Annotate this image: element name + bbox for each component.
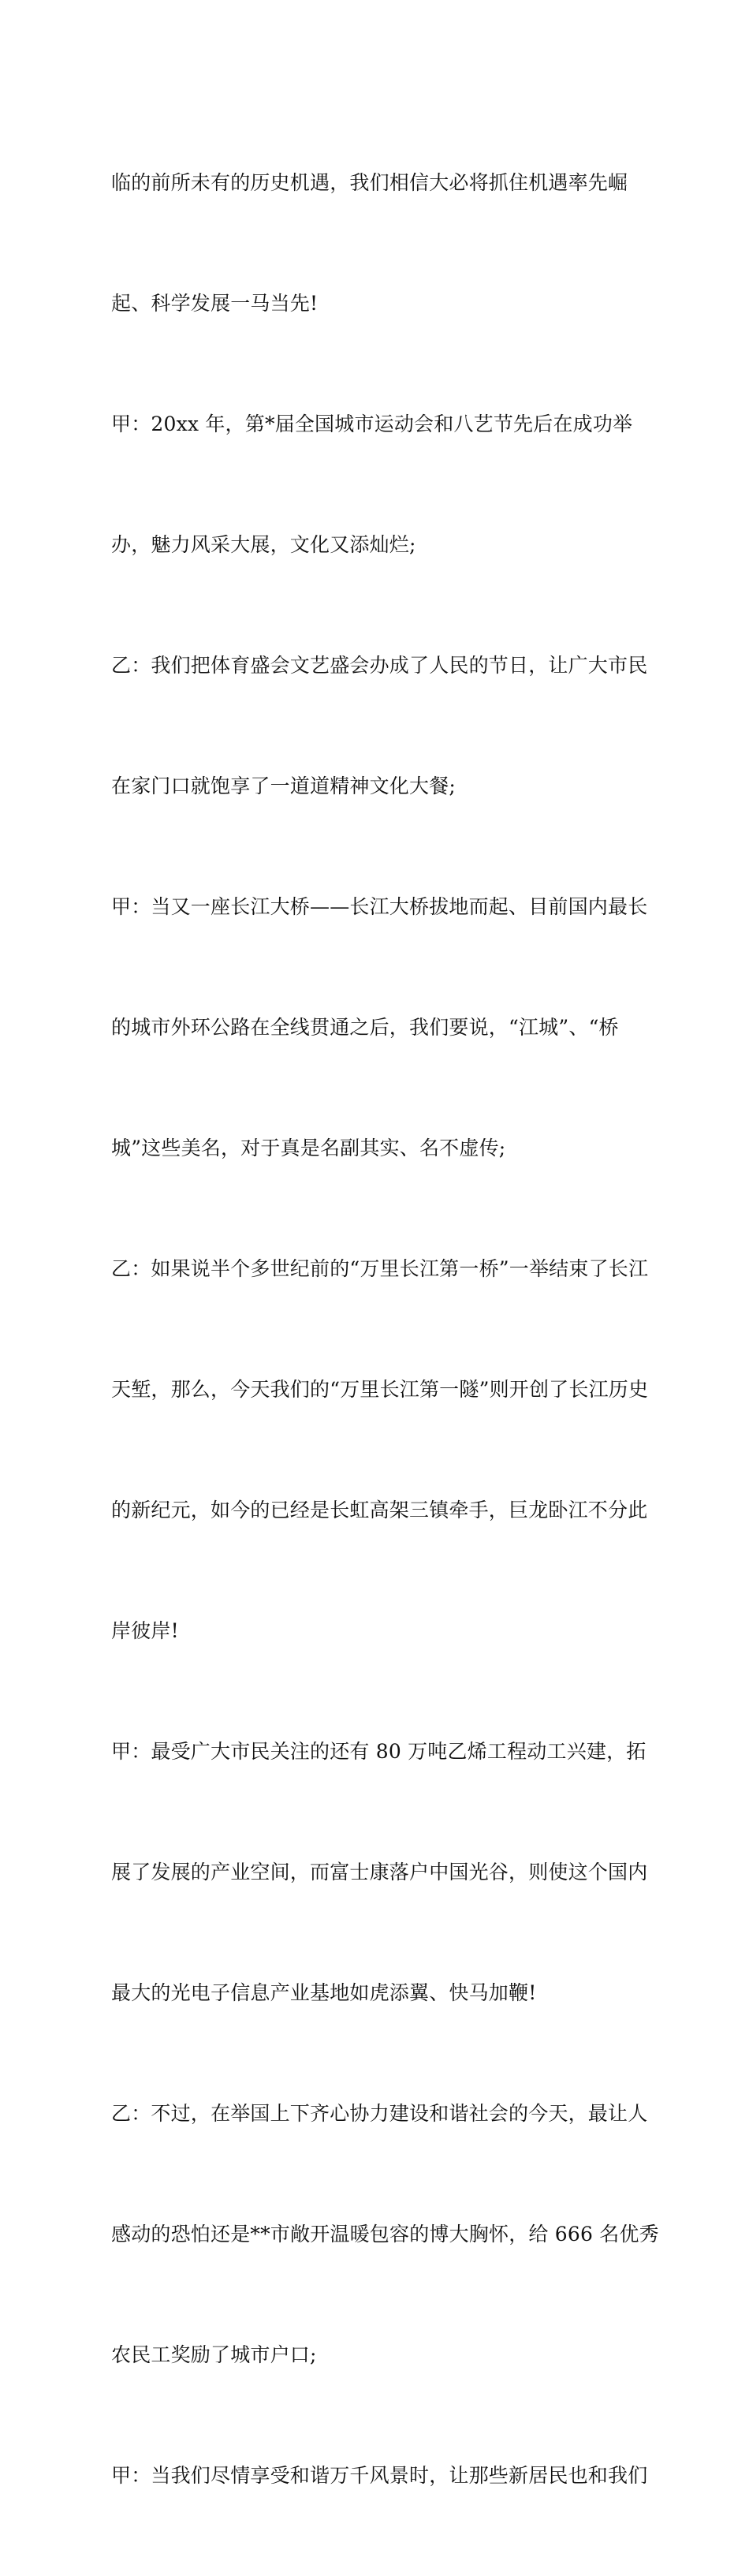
text-line: 甲：最受广大市民关注的还有 80 万吨乙烯工程动工兴建，拓	[111, 1740, 647, 1763]
document-body	[111, 82, 659, 2576]
text-line: 最大的光电子信息产业基地如虎添翼、快马加鞭!	[111, 1981, 537, 2004]
text-line: 的城市外环公路在全线贯通之后，我们要说，“江城”、“桥	[111, 1016, 619, 1039]
text-line: 的新纪元，如今的已经是长虹高架三镇牵手，巨龙卧江不分此	[111, 1499, 648, 1521]
text-line: 岸彼岸!	[111, 1619, 179, 1642]
text-line: 起、科学发展一马当先!	[111, 292, 319, 315]
text-line: 办，魅力风采大展，文化又添灿烂;	[111, 533, 416, 556]
text-line: 农民工奖励了城市户口;	[111, 2343, 317, 2366]
text-line: 乙：我们把体育盛会文艺盛会办成了人民的节日，让广大市民	[111, 654, 648, 677]
text-line: 甲：当又一座长江大桥——长江大桥拔地而起、目前国内最长	[111, 895, 648, 918]
text-line: 乙：如果说半个多世纪前的“万里长江第一桥”一举结束了长江	[111, 1257, 649, 1280]
text-line: 天堑，那么，今天我们的“万里长江第一隧”则开创了长江历史	[111, 1378, 649, 1401]
text-line: 临的前所未有的历史机遇，我们相信大必将抓住机遇率先崛	[111, 171, 628, 194]
text-line: 展了发展的产业空间，而富士康落户中国光谷，则使这个国内	[111, 1861, 648, 1883]
text-line: 甲：当我们尽情享受和谐万千风景时，让那些新居民也和我们	[111, 2464, 648, 2487]
text-line: 城”这些美名，对于真是名副其实、名不虚传;	[111, 1137, 506, 1159]
text-line: 甲：20xx 年，第*届全国城市运动会和八艺节先后在成功举	[111, 413, 633, 435]
text-line: 感动的恐怕还是**市敞开温暖包容的博大胸怀，给 666 名优秀	[111, 2223, 659, 2246]
text-line: 在家门口就饱享了一道道精神文化大餐;	[111, 775, 456, 797]
text-line: 乙：不过，在举国上下齐心协力建设和谐社会的今天，最让人	[111, 2102, 648, 2125]
